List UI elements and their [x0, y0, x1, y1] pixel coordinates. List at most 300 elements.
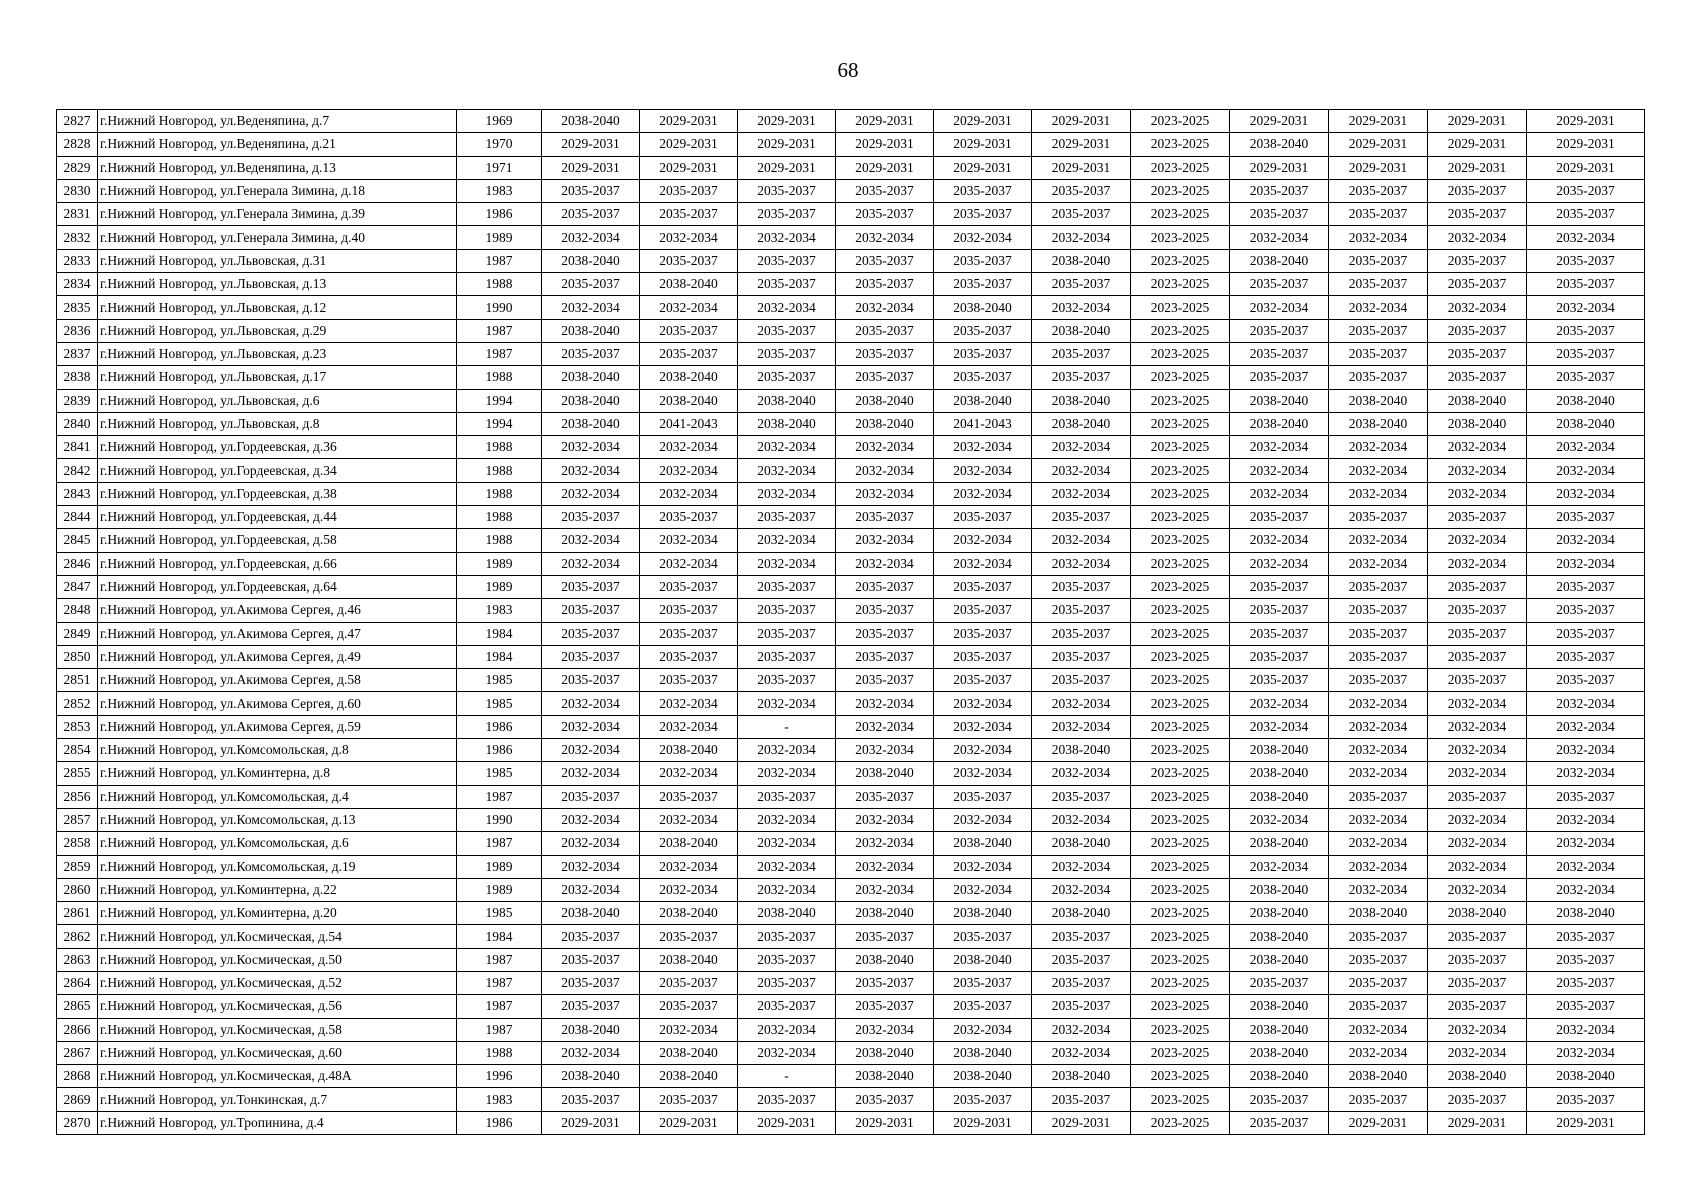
row-number-cell: 2842 [57, 459, 98, 482]
table-row [57, 1041, 1645, 1064]
period-6-cell: 2032-2034 [1032, 529, 1131, 552]
period-4-cell: 2029-2031 [836, 110, 934, 133]
year-built-cell: 1988 [457, 482, 542, 505]
period-3-cell: 2035-2037 [738, 622, 836, 645]
period-11-cell: 2035-2037 [1527, 179, 1645, 202]
period-7-cell: 2023-2025 [1131, 669, 1230, 692]
period-1-cell: 2035-2037 [542, 506, 640, 529]
address-cell: г.Нижний Новгород, ул.Гордеевская, д.58 [98, 529, 457, 552]
address-cell: г.Нижний Новгород, ул.Генерала Зимина, д.40 [98, 226, 457, 249]
row-number-cell: 2852 [57, 692, 98, 715]
period-9-cell: 2029-2031 [1329, 133, 1428, 156]
period-2-cell: 2032-2034 [640, 762, 738, 785]
period-7-cell: 2023-2025 [1131, 739, 1230, 762]
period-1-cell: 2038-2040 [542, 902, 640, 925]
period-9-cell: 2032-2034 [1329, 436, 1428, 459]
period-10-cell: 2032-2034 [1428, 832, 1527, 855]
period-8-cell: 2032-2034 [1230, 459, 1329, 482]
period-9-cell: 2035-2037 [1329, 319, 1428, 342]
year-built-cell: 1969 [457, 110, 542, 133]
year-built-cell: 1986 [457, 739, 542, 762]
address-cell: г.Нижний Новгород, ул.Космическая, д.56 [98, 995, 457, 1018]
period-11-cell: 2032-2034 [1527, 459, 1645, 482]
row-number-cell: 2855 [57, 762, 98, 785]
period-10-cell: 2032-2034 [1428, 739, 1527, 762]
period-3-cell: 2032-2034 [738, 1041, 836, 1064]
period-9-cell: 2032-2034 [1329, 482, 1428, 505]
period-5-cell: 2032-2034 [934, 1018, 1032, 1041]
table-row [57, 506, 1645, 529]
period-6-cell: 2032-2034 [1032, 762, 1131, 785]
address-cell: г.Нижний Новгород, ул.Комсомольская, д.6 [98, 832, 457, 855]
period-5-cell: 2032-2034 [934, 226, 1032, 249]
row-number-cell: 2844 [57, 506, 98, 529]
period-5-cell: 2035-2037 [934, 319, 1032, 342]
table-row [57, 832, 1645, 855]
table-row [57, 925, 1645, 948]
period-6-cell: 2035-2037 [1032, 366, 1131, 389]
period-4-cell: 2032-2034 [836, 808, 934, 831]
address-cell: г.Нижний Новгород, ул.Львовская, д.6 [98, 389, 457, 412]
period-10-cell: 2035-2037 [1428, 249, 1527, 272]
period-11-cell: 2032-2034 [1527, 808, 1645, 831]
period-6-cell: 2029-2031 [1032, 156, 1131, 179]
period-2-cell: 2035-2037 [640, 925, 738, 948]
period-6-cell: 2032-2034 [1032, 459, 1131, 482]
year-built-cell: 1989 [457, 575, 542, 598]
period-5-cell: 2035-2037 [934, 971, 1032, 994]
period-4-cell: 2029-2031 [836, 133, 934, 156]
address-cell: г.Нижний Новгород, ул.Космическая, д.60 [98, 1041, 457, 1064]
period-11-cell: 2032-2034 [1527, 715, 1645, 738]
period-4-cell: 2038-2040 [836, 389, 934, 412]
period-3-cell: 2035-2037 [738, 948, 836, 971]
period-9-cell: 2035-2037 [1329, 995, 1428, 1018]
row-number-cell: 2869 [57, 1088, 98, 1111]
row-number-cell: 2864 [57, 971, 98, 994]
period-6-cell: 2038-2040 [1032, 249, 1131, 272]
period-8-cell: 2032-2034 [1230, 226, 1329, 249]
period-10-cell: 2032-2034 [1428, 855, 1527, 878]
period-7-cell: 2023-2025 [1131, 459, 1230, 482]
address-cell: г.Нижний Новгород, ул.Акимова Сергея, д.59 [98, 715, 457, 738]
period-11-cell: 2032-2034 [1527, 832, 1645, 855]
period-9-cell: 2035-2037 [1329, 785, 1428, 808]
period-3-cell: 2035-2037 [738, 669, 836, 692]
period-4-cell: 2035-2037 [836, 599, 934, 622]
period-4-cell: 2032-2034 [836, 296, 934, 319]
period-9-cell: 2035-2037 [1329, 971, 1428, 994]
period-3-cell: 2035-2037 [738, 995, 836, 1018]
period-3-cell: 2035-2037 [738, 342, 836, 365]
period-1-cell: 2032-2034 [542, 808, 640, 831]
period-3-cell: - [738, 715, 836, 738]
housing-registry-table [56, 109, 1645, 1135]
period-3-cell: 2032-2034 [738, 459, 836, 482]
table-row [57, 203, 1645, 226]
period-2-cell: 2029-2031 [640, 133, 738, 156]
table-row [57, 179, 1645, 202]
year-built-cell: 1985 [457, 902, 542, 925]
period-10-cell: 2035-2037 [1428, 179, 1527, 202]
period-5-cell: 2035-2037 [934, 645, 1032, 668]
period-2-cell: 2035-2037 [640, 599, 738, 622]
period-1-cell: 2032-2034 [542, 832, 640, 855]
year-built-cell: 1989 [457, 552, 542, 575]
period-9-cell: 2035-2037 [1329, 342, 1428, 365]
period-1-cell: 2035-2037 [542, 971, 640, 994]
period-3-cell: 2035-2037 [738, 785, 836, 808]
period-11-cell: 2032-2034 [1527, 1018, 1645, 1041]
period-6-cell: 2035-2037 [1032, 995, 1131, 1018]
period-3-cell: 2032-2034 [738, 855, 836, 878]
period-3-cell: 2035-2037 [738, 1088, 836, 1111]
row-number-cell: 2841 [57, 436, 98, 459]
period-6-cell: 2032-2034 [1032, 482, 1131, 505]
period-7-cell: 2023-2025 [1131, 948, 1230, 971]
address-cell: г.Нижний Новгород, ул.Львовская, д.29 [98, 319, 457, 342]
table-row [57, 226, 1645, 249]
period-11-cell: 2035-2037 [1527, 1088, 1645, 1111]
row-number-cell: 2830 [57, 179, 98, 202]
period-4-cell: 2035-2037 [836, 645, 934, 668]
period-9-cell: 2032-2034 [1329, 855, 1428, 878]
period-5-cell: 2038-2040 [934, 1041, 1032, 1064]
table-row [57, 389, 1645, 412]
year-built-cell: 1983 [457, 1088, 542, 1111]
period-11-cell: 2035-2037 [1527, 319, 1645, 342]
period-8-cell: 2035-2037 [1230, 342, 1329, 365]
period-2-cell: 2038-2040 [640, 273, 738, 296]
period-7-cell: 2023-2025 [1131, 319, 1230, 342]
address-cell: г.Нижний Новгород, ул.Акимова Сергея, д.60 [98, 692, 457, 715]
row-number-cell: 2837 [57, 342, 98, 365]
period-7-cell: 2023-2025 [1131, 599, 1230, 622]
table-row [57, 902, 1645, 925]
period-7-cell: 2023-2025 [1131, 925, 1230, 948]
period-7-cell: 2023-2025 [1131, 226, 1230, 249]
year-built-cell: 1987 [457, 1018, 542, 1041]
period-10-cell: 2035-2037 [1428, 995, 1527, 1018]
period-2-cell: 2041-2043 [640, 412, 738, 435]
period-3-cell: 2038-2040 [738, 902, 836, 925]
row-number-cell: 2836 [57, 319, 98, 342]
period-9-cell: 2032-2034 [1329, 808, 1428, 831]
address-cell: г.Нижний Новгород, ул.Львовская, д.12 [98, 296, 457, 319]
period-7-cell: 2023-2025 [1131, 832, 1230, 855]
year-built-cell: 1987 [457, 971, 542, 994]
period-11-cell: 2035-2037 [1527, 342, 1645, 365]
period-7-cell: 2023-2025 [1131, 156, 1230, 179]
period-4-cell: 2032-2034 [836, 436, 934, 459]
year-built-cell: 1987 [457, 995, 542, 1018]
period-10-cell: 2029-2031 [1428, 110, 1527, 133]
period-11-cell: 2035-2037 [1527, 995, 1645, 1018]
period-6-cell: 2035-2037 [1032, 203, 1131, 226]
period-5-cell: 2041-2043 [934, 412, 1032, 435]
period-11-cell: 2035-2037 [1527, 925, 1645, 948]
period-7-cell: 2023-2025 [1131, 389, 1230, 412]
period-7-cell: 2023-2025 [1131, 342, 1230, 365]
year-built-cell: 1987 [457, 832, 542, 855]
period-1-cell: 2029-2031 [542, 133, 640, 156]
period-7-cell: 2023-2025 [1131, 110, 1230, 133]
period-11-cell: 2038-2040 [1527, 902, 1645, 925]
period-8-cell: 2032-2034 [1230, 808, 1329, 831]
period-9-cell: 2035-2037 [1329, 249, 1428, 272]
period-11-cell: 2032-2034 [1527, 855, 1645, 878]
table-row [57, 1088, 1645, 1111]
period-2-cell: 2032-2034 [640, 878, 738, 901]
year-built-cell: 1984 [457, 622, 542, 645]
period-7-cell: 2023-2025 [1131, 692, 1230, 715]
period-7-cell: 2023-2025 [1131, 296, 1230, 319]
year-built-cell: 1983 [457, 179, 542, 202]
period-9-cell: 2032-2034 [1329, 1041, 1428, 1064]
period-3-cell: 2032-2034 [738, 1018, 836, 1041]
period-8-cell: 2038-2040 [1230, 762, 1329, 785]
period-7-cell: 2023-2025 [1131, 482, 1230, 505]
period-5-cell: 2035-2037 [934, 995, 1032, 1018]
period-1-cell: 2038-2040 [542, 366, 640, 389]
period-4-cell: 2029-2031 [836, 156, 934, 179]
period-7-cell: 2023-2025 [1131, 249, 1230, 272]
period-10-cell: 2032-2034 [1428, 552, 1527, 575]
period-8-cell: 2032-2034 [1230, 715, 1329, 738]
table-row [57, 296, 1645, 319]
period-10-cell: 2035-2037 [1428, 971, 1527, 994]
table-row [57, 249, 1645, 272]
period-6-cell: 2035-2037 [1032, 575, 1131, 598]
period-2-cell: 2035-2037 [640, 645, 738, 668]
period-5-cell: 2038-2040 [934, 948, 1032, 971]
row-number-cell: 2834 [57, 273, 98, 296]
period-10-cell: 2032-2034 [1428, 1018, 1527, 1041]
period-7-cell: 2023-2025 [1131, 902, 1230, 925]
period-1-cell: 2032-2034 [542, 762, 640, 785]
period-5-cell: 2038-2040 [934, 296, 1032, 319]
period-10-cell: 2035-2037 [1428, 622, 1527, 645]
table-row [57, 156, 1645, 179]
period-2-cell: 2038-2040 [640, 366, 738, 389]
year-built-cell: 1987 [457, 249, 542, 272]
period-8-cell: 2032-2034 [1230, 552, 1329, 575]
period-4-cell: 2035-2037 [836, 925, 934, 948]
period-2-cell: 2032-2034 [640, 1018, 738, 1041]
period-5-cell: 2035-2037 [934, 249, 1032, 272]
table-row [57, 739, 1645, 762]
row-number-cell: 2827 [57, 110, 98, 133]
period-6-cell: 2032-2034 [1032, 878, 1131, 901]
period-2-cell: 2032-2034 [640, 692, 738, 715]
period-6-cell: 2038-2040 [1032, 412, 1131, 435]
period-7-cell: 2023-2025 [1131, 1041, 1230, 1064]
period-11-cell: 2032-2034 [1527, 296, 1645, 319]
period-7-cell: 2023-2025 [1131, 1088, 1230, 1111]
period-6-cell: 2035-2037 [1032, 622, 1131, 645]
year-built-cell: 1996 [457, 1065, 542, 1088]
period-3-cell: 2035-2037 [738, 575, 836, 598]
period-9-cell: 2038-2040 [1329, 902, 1428, 925]
period-6-cell: 2032-2034 [1032, 692, 1131, 715]
year-built-cell: 1987 [457, 948, 542, 971]
period-11-cell: 2035-2037 [1527, 575, 1645, 598]
period-3-cell: 2035-2037 [738, 599, 836, 622]
address-cell: г.Нижний Новгород, ул.Генерала Зимина, д.39 [98, 203, 457, 226]
table-row [57, 575, 1645, 598]
table-row [57, 482, 1645, 505]
period-4-cell: 2035-2037 [836, 273, 934, 296]
period-9-cell: 2032-2034 [1329, 226, 1428, 249]
address-cell: г.Нижний Новгород, ул.Гордеевская, д.36 [98, 436, 457, 459]
period-7-cell: 2023-2025 [1131, 762, 1230, 785]
period-4-cell: 2032-2034 [836, 459, 934, 482]
row-number-cell: 2846 [57, 552, 98, 575]
period-4-cell: 2035-2037 [836, 203, 934, 226]
period-4-cell: 2032-2034 [836, 855, 934, 878]
table-row [57, 692, 1645, 715]
year-built-cell: 1988 [457, 1041, 542, 1064]
period-4-cell: 2035-2037 [836, 342, 934, 365]
period-1-cell: 2038-2040 [542, 1018, 640, 1041]
period-10-cell: 2038-2040 [1428, 1065, 1527, 1088]
period-1-cell: 2032-2034 [542, 692, 640, 715]
period-11-cell: 2035-2037 [1527, 506, 1645, 529]
period-1-cell: 2035-2037 [542, 645, 640, 668]
period-7-cell: 2023-2025 [1131, 506, 1230, 529]
year-built-cell: 1994 [457, 412, 542, 435]
period-11-cell: 2035-2037 [1527, 622, 1645, 645]
period-10-cell: 2029-2031 [1428, 133, 1527, 156]
address-cell: г.Нижний Новгород, ул.Гордеевская, д.44 [98, 506, 457, 529]
row-number-cell: 2867 [57, 1041, 98, 1064]
period-8-cell: 2035-2037 [1230, 506, 1329, 529]
period-1-cell: 2035-2037 [542, 669, 640, 692]
period-5-cell: 2032-2034 [934, 878, 1032, 901]
period-8-cell: 2035-2037 [1230, 622, 1329, 645]
year-built-cell: 1988 [457, 366, 542, 389]
period-3-cell: 2035-2037 [738, 319, 836, 342]
period-11-cell: 2029-2031 [1527, 110, 1645, 133]
year-built-cell: 1989 [457, 878, 542, 901]
period-1-cell: 2038-2040 [542, 319, 640, 342]
period-1-cell: 2032-2034 [542, 552, 640, 575]
period-2-cell: 2032-2034 [640, 855, 738, 878]
period-10-cell: 2032-2034 [1428, 296, 1527, 319]
period-8-cell: 2032-2034 [1230, 482, 1329, 505]
period-9-cell: 2035-2037 [1329, 599, 1428, 622]
period-6-cell: 2032-2034 [1032, 1018, 1131, 1041]
period-1-cell: 2038-2040 [542, 249, 640, 272]
period-8-cell: 2029-2031 [1230, 156, 1329, 179]
period-4-cell: 2038-2040 [836, 412, 934, 435]
period-1-cell: 2038-2040 [542, 110, 640, 133]
period-5-cell: 2029-2031 [934, 1111, 1032, 1134]
period-1-cell: 2032-2034 [542, 296, 640, 319]
address-cell: г.Нижний Новгород, ул.Львовская, д.23 [98, 342, 457, 365]
period-10-cell: 2032-2034 [1428, 459, 1527, 482]
row-number-cell: 2849 [57, 622, 98, 645]
period-11-cell: 2032-2034 [1527, 226, 1645, 249]
address-cell: г.Нижний Новгород, ул.Веденяпина, д.13 [98, 156, 457, 179]
table-row [57, 273, 1645, 296]
period-3-cell: 2035-2037 [738, 366, 836, 389]
address-cell: г.Нижний Новгород, ул.Акимова Сергея, д.46 [98, 599, 457, 622]
period-10-cell: 2035-2037 [1428, 948, 1527, 971]
year-built-cell: 1970 [457, 133, 542, 156]
period-6-cell: 2032-2034 [1032, 226, 1131, 249]
address-cell: г.Нижний Новгород, ул.Львовская, д.13 [98, 273, 457, 296]
period-2-cell: 2029-2031 [640, 1111, 738, 1134]
period-6-cell: 2029-2031 [1032, 110, 1131, 133]
table-row [57, 715, 1645, 738]
page-number: 68 [837, 58, 859, 82]
period-1-cell: 2035-2037 [542, 925, 640, 948]
period-2-cell: 2038-2040 [640, 948, 738, 971]
period-4-cell: 2038-2040 [836, 762, 934, 785]
period-5-cell: 2032-2034 [934, 552, 1032, 575]
table-row [57, 878, 1645, 901]
period-4-cell: 2032-2034 [836, 715, 934, 738]
row-number-cell: 2857 [57, 808, 98, 831]
period-2-cell: 2038-2040 [640, 832, 738, 855]
period-10-cell: 2032-2034 [1428, 878, 1527, 901]
row-number-cell: 2858 [57, 832, 98, 855]
row-number-cell: 2861 [57, 902, 98, 925]
table-row [57, 529, 1645, 552]
period-6-cell: 2032-2034 [1032, 808, 1131, 831]
period-7-cell: 2023-2025 [1131, 552, 1230, 575]
address-cell: г.Нижний Новгород, ул.Львовская, д.17 [98, 366, 457, 389]
table-body [57, 110, 1645, 1135]
period-8-cell: 2038-2040 [1230, 1041, 1329, 1064]
period-4-cell: 2035-2037 [836, 179, 934, 202]
period-11-cell: 2038-2040 [1527, 412, 1645, 435]
period-6-cell: 2035-2037 [1032, 669, 1131, 692]
table-row [57, 599, 1645, 622]
year-built-cell: 1987 [457, 342, 542, 365]
period-3-cell: 2035-2037 [738, 645, 836, 668]
period-8-cell: 2035-2037 [1230, 319, 1329, 342]
period-4-cell: 2035-2037 [836, 319, 934, 342]
period-1-cell: 2032-2034 [542, 855, 640, 878]
row-number-cell: 2853 [57, 715, 98, 738]
period-4-cell: 2035-2037 [836, 785, 934, 808]
period-10-cell: 2032-2034 [1428, 529, 1527, 552]
period-5-cell: 2029-2031 [934, 156, 1032, 179]
period-5-cell: 2029-2031 [934, 133, 1032, 156]
address-cell: г.Нижний Новгород, ул.Гордеевская, д.38 [98, 482, 457, 505]
address-cell: г.Нижний Новгород, ул.Львовская, д.31 [98, 249, 457, 272]
period-3-cell: 2029-2031 [738, 110, 836, 133]
period-11-cell: 2035-2037 [1527, 669, 1645, 692]
year-built-cell: 1984 [457, 925, 542, 948]
period-6-cell: 2032-2034 [1032, 296, 1131, 319]
period-11-cell: 2032-2034 [1527, 692, 1645, 715]
period-7-cell: 2023-2025 [1131, 808, 1230, 831]
period-8-cell: 2032-2034 [1230, 436, 1329, 459]
row-number-cell: 2848 [57, 599, 98, 622]
period-4-cell: 2029-2031 [836, 1111, 934, 1134]
period-4-cell: 2032-2034 [836, 552, 934, 575]
period-9-cell: 2032-2034 [1329, 529, 1428, 552]
period-8-cell: 2038-2040 [1230, 925, 1329, 948]
period-5-cell: 2035-2037 [934, 342, 1032, 365]
row-number-cell: 2847 [57, 575, 98, 598]
row-number-cell: 2862 [57, 925, 98, 948]
period-11-cell: 2035-2037 [1527, 645, 1645, 668]
period-6-cell: 2029-2031 [1032, 133, 1131, 156]
